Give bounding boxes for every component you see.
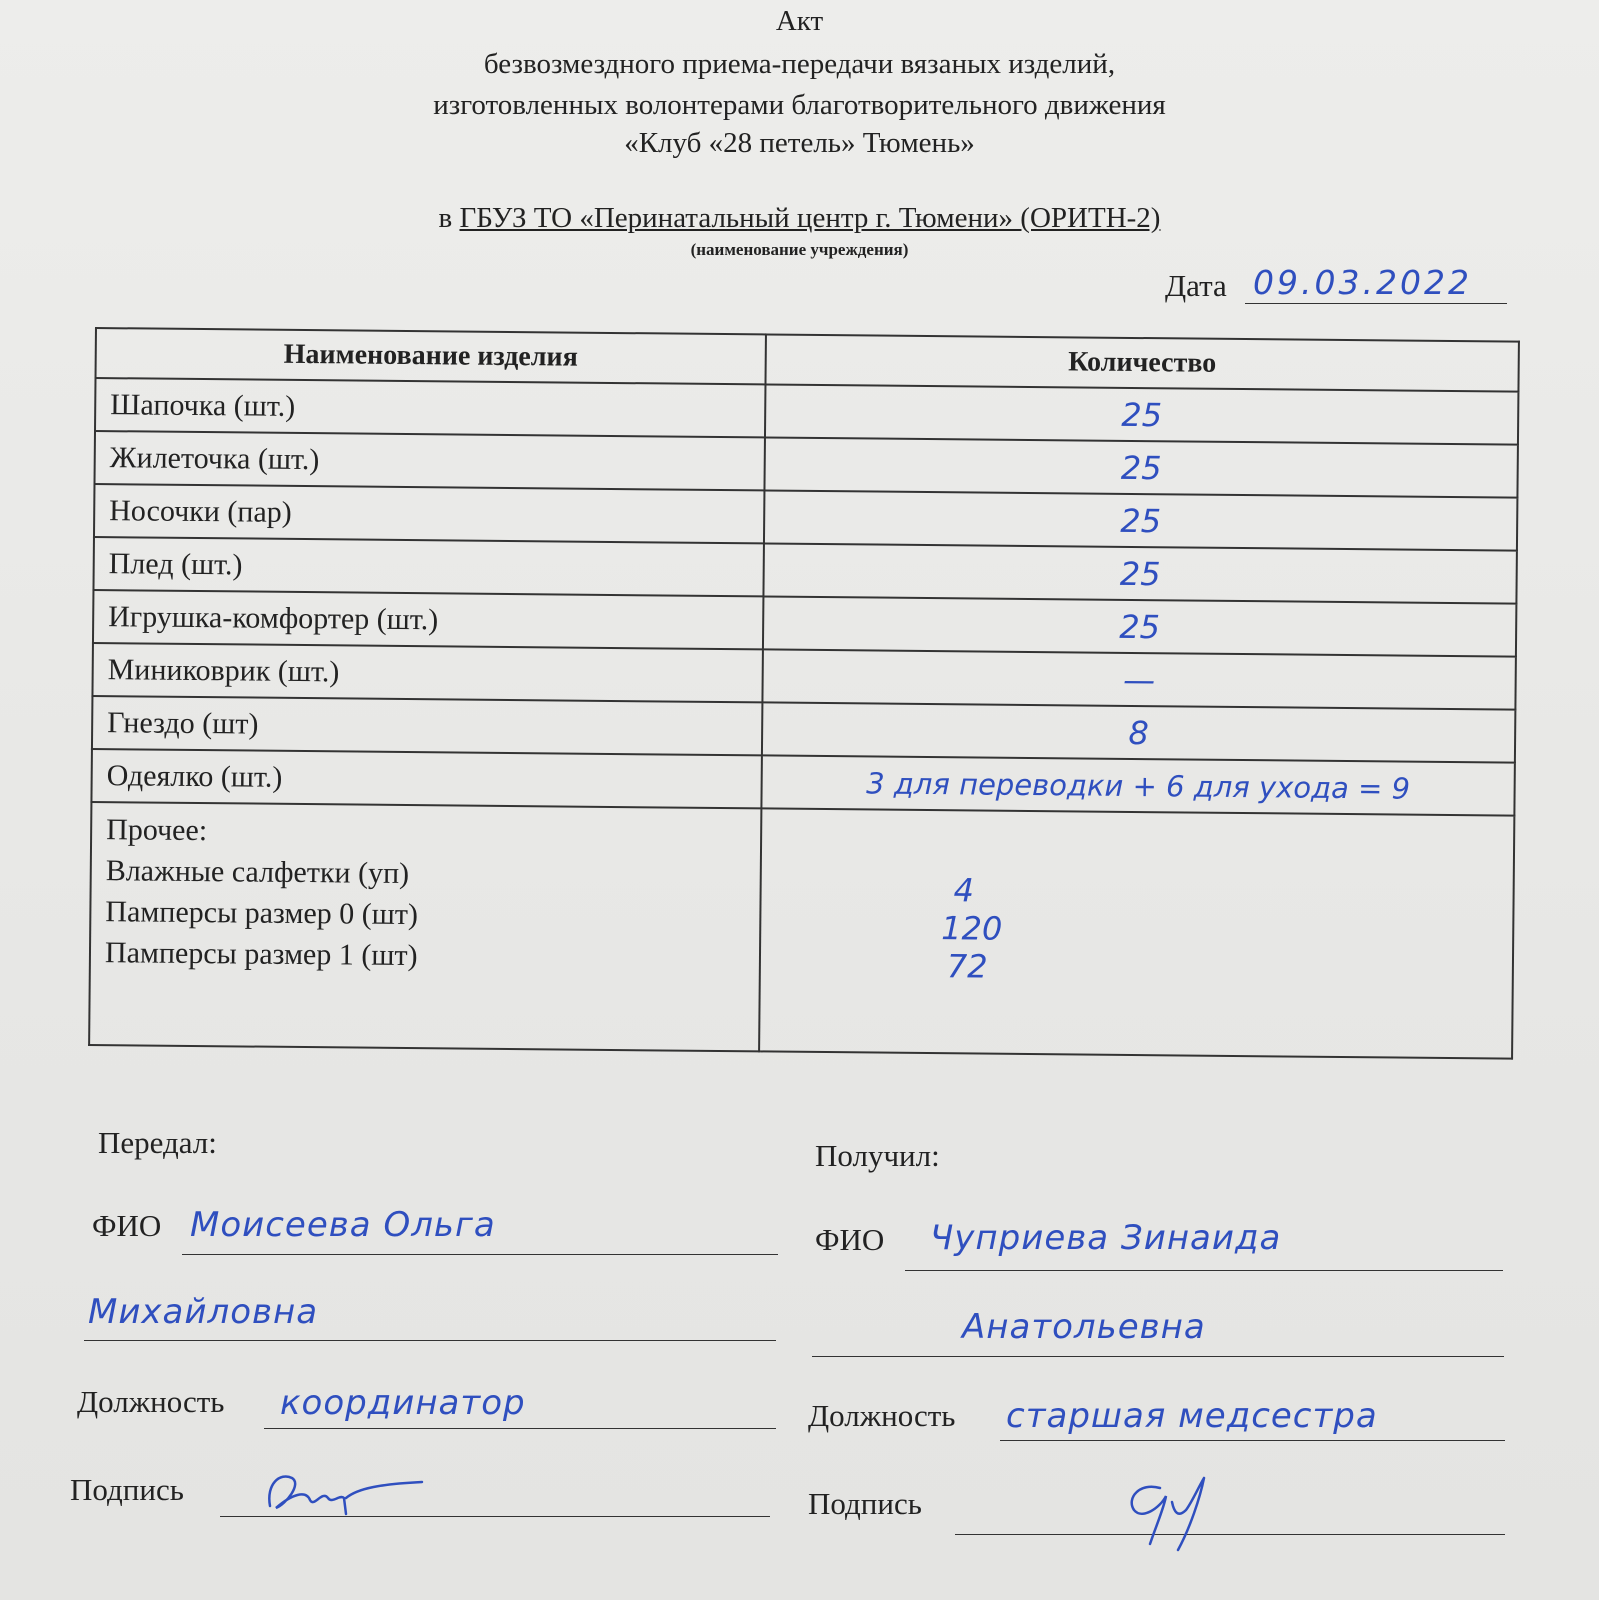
doc-title: Акт [775,5,824,37]
column-header-name: Наименование изделия [96,328,766,384]
other-item-name: Памперсы размер 1 (шт) [104,936,418,973]
item-name: Носочки (пар) [94,484,764,543]
items-table [88,327,1520,1060]
receiver-heading: Получил: [815,1138,940,1173]
item-quantity: 25 [765,384,1518,444]
giver-heading: Передал: [98,1125,217,1160]
item-quantity: 8 [762,702,1515,762]
item-name: Гнездо (шт) [92,696,762,755]
institution-caption: (наименование учреждения) [690,240,909,259]
receiver-position-value: старшая медсестра [1006,1396,1378,1436]
doc-subtitle-1: безвозмездного приема-передачи вязаных изделий, [483,48,1116,80]
other-item-name: Влажные салфетки (уп) [105,854,410,891]
other-item-quantity: 120 [941,909,1003,948]
item-name: Плед (шт.) [93,537,763,596]
item-name: Игрушка-комфортер (шт.) [93,590,763,649]
giver-position-label: Должность [77,1384,225,1419]
item-quantity: 25 [763,596,1516,656]
giver-signature-label: Подпись [70,1472,184,1507]
giver-fio-value-2: Михайловна [88,1292,319,1332]
item-name: Жилеточка (шт.) [94,431,764,490]
other-quantity-cell [759,808,1514,1058]
receiver-fio-value-1: Чуприева Зинаида [930,1218,1282,1258]
item-quantity: 3 для переводки + 6 для ухода = 9 [761,755,1514,815]
giver-fio-line-2 [84,1340,776,1341]
giver-fio-label: ФИО [92,1208,162,1243]
doc-subtitle-3: «Клуб «28 петель» Тюмень» [624,127,975,159]
item-name: Одеялко (шт.) [91,749,761,808]
other-items-cell [89,802,761,1051]
item-quantity: 25 [764,490,1517,550]
item-quantity: — [762,649,1515,709]
giver-position-line [264,1428,776,1429]
other-label: Прочее: [106,813,208,848]
receiver-signature-image [1120,1468,1240,1558]
doc-subtitle-2: изготовленных волонтерами благотворительного движения [433,89,1166,121]
column-header-quantity: Количество [765,334,1518,391]
other-item-quantity: 72 [946,947,988,986]
institution-name: ГБУЗ ТО «Перинатальный центр г. Тюмени» (ОРИТН-2) [459,202,1161,234]
institution-prefix: в [438,202,453,234]
item-name: Миниковрик (шт.) [92,643,762,702]
item-quantity: 25 [764,437,1517,497]
date-value: 09.03.2022 [1253,263,1472,302]
other-item-name: Памперсы размер 0 (шт) [105,895,419,932]
receiver-position-line [1000,1440,1505,1441]
receiver-fio-value-2: Анатольевна [962,1307,1206,1347]
table-row-other [89,802,1514,1059]
giver-fio-value-1: Моисеева Ольга [190,1205,496,1245]
receiver-fio-line-2 [812,1356,1504,1357]
date-label: Дата [1165,268,1227,303]
receiver-fio-line-1 [905,1270,1503,1271]
receiver-fio-label: ФИО [815,1222,885,1257]
other-item-quantity: 4 [953,871,975,910]
item-quantity: 25 [763,543,1516,603]
giver-position-value: координатор [280,1383,526,1423]
giver-signature-image [262,1464,432,1524]
date-underline [1245,303,1507,304]
receiver-position-label: Должность [808,1398,956,1433]
receiver-signature-label: Подпись [808,1486,922,1521]
institution-line [0,199,1599,237]
giver-fio-line-1 [182,1254,778,1255]
item-name: Шапочка (шт.) [95,378,765,437]
